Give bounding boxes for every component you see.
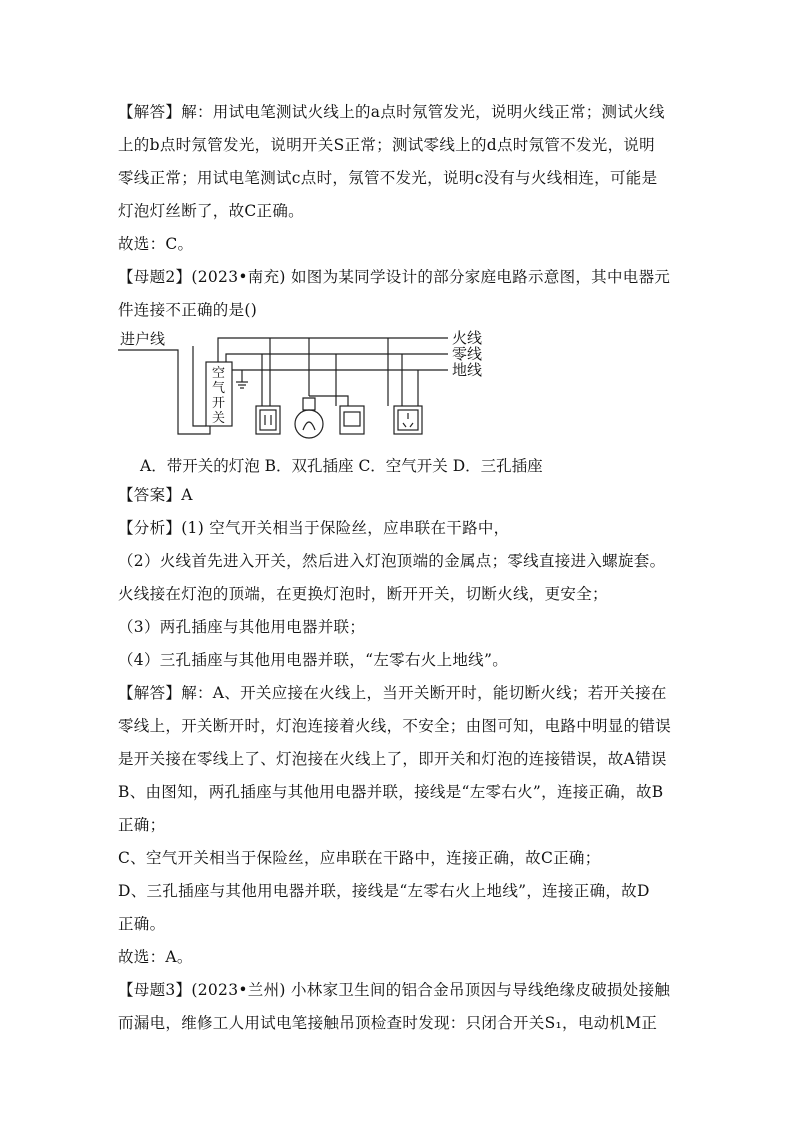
solution-line: 上的b点时氖管发光，说明开关S正常；测试零线上的d点时氖管不发光，说明 [118,136,655,154]
solution-line: B、由图知，两孔插座与其他用电器并联，接线是“左零右火”，连接正确，故B [118,783,664,801]
answer-line: 【答案】A [118,486,193,504]
solution-line: 正确； [118,816,166,834]
answer-choices: A．带开关的灯泡 B．双孔插座 C．空气开关 D．三孔插座 [140,457,543,475]
switch-label: 开 [212,396,226,411]
question-line: 【母题3】(2023•兰州) 小林家卫生间的铝合金吊顶因与导线绝缘皮破损处接触 [118,981,671,999]
solution-line: D、三孔插座与其他用电器并联，接线是“左零右火上地线”，连接正确，故D [118,882,650,900]
solution-line: 是开关接在零线上了、灯泡接在火线上了，即开关和灯泡的连接错误，故A错误 [118,750,667,768]
solution-line: C、空气开关相当于保险丝，应串联在干路中，连接正确，故C正确； [118,849,601,867]
choice-result: 故选：A。 [118,948,193,966]
question-line: 件连接不正确的是() [118,301,258,319]
switch-label: 关 [212,411,226,426]
solution-line: 零线上，开关断开时，灯泡连接着火线，不安全；由图可知，电路中明显的错误 [118,717,672,735]
solution-line: 【解答】解：用试电笔测试火线上的a点时氖管发光，说明火线正常；测试火线 [118,103,665,121]
live-label: 火线 [452,329,483,347]
solution-line: 【解答】解：A、开关应接在火线上，当开关断开时，能切断火线；若开关接在 [118,684,667,702]
solution-line: 正确。 [118,915,166,933]
ground-label: 地线 [452,361,483,379]
question-line: 而漏电，维修工人用试电笔接触吊顶检查时发现：只闭合开关S₁，电动机M正 [118,1014,658,1032]
analysis-line: （2）火线首先进入开关，然后进入灯泡顶端的金属点；零线直接进入螺旋套。 [118,552,666,570]
choice-result: 故选：C。 [118,235,194,253]
switch-label: 气 [212,381,226,396]
switch-label: 空 [212,366,226,381]
entry-label: 进户线 [120,330,166,348]
page-bottom [118,479,678,1040]
neutral-label: 零线 [452,345,483,363]
circuit-diagram [118,326,498,448]
analysis-line: （3）两孔插座与其他用电器并联； [118,618,366,636]
question-line: 【母题2】(2023•南充) 如图为某同学设计的部分家庭电路示意图，其中电器元 [118,268,671,286]
analysis-line: （4）三孔插座与其他用电器并联，“左零右火上地线”。 [118,651,509,669]
solution-line: 灯泡灯丝断了，故C正确。 [118,202,304,220]
page-top [118,96,678,327]
analysis-line: 【分析】(1) 空气开关相当于保险丝，应串联在干路中， [118,519,510,537]
analysis-line: 火线接在灯泡的顶端，在更换灯泡时，断开开关，切断火线，更安全； [118,585,608,603]
solution-line: 零线正常；用试电笔测试c点时，氖管不发光，说明c没有与火线相连，可能是 [118,169,658,187]
